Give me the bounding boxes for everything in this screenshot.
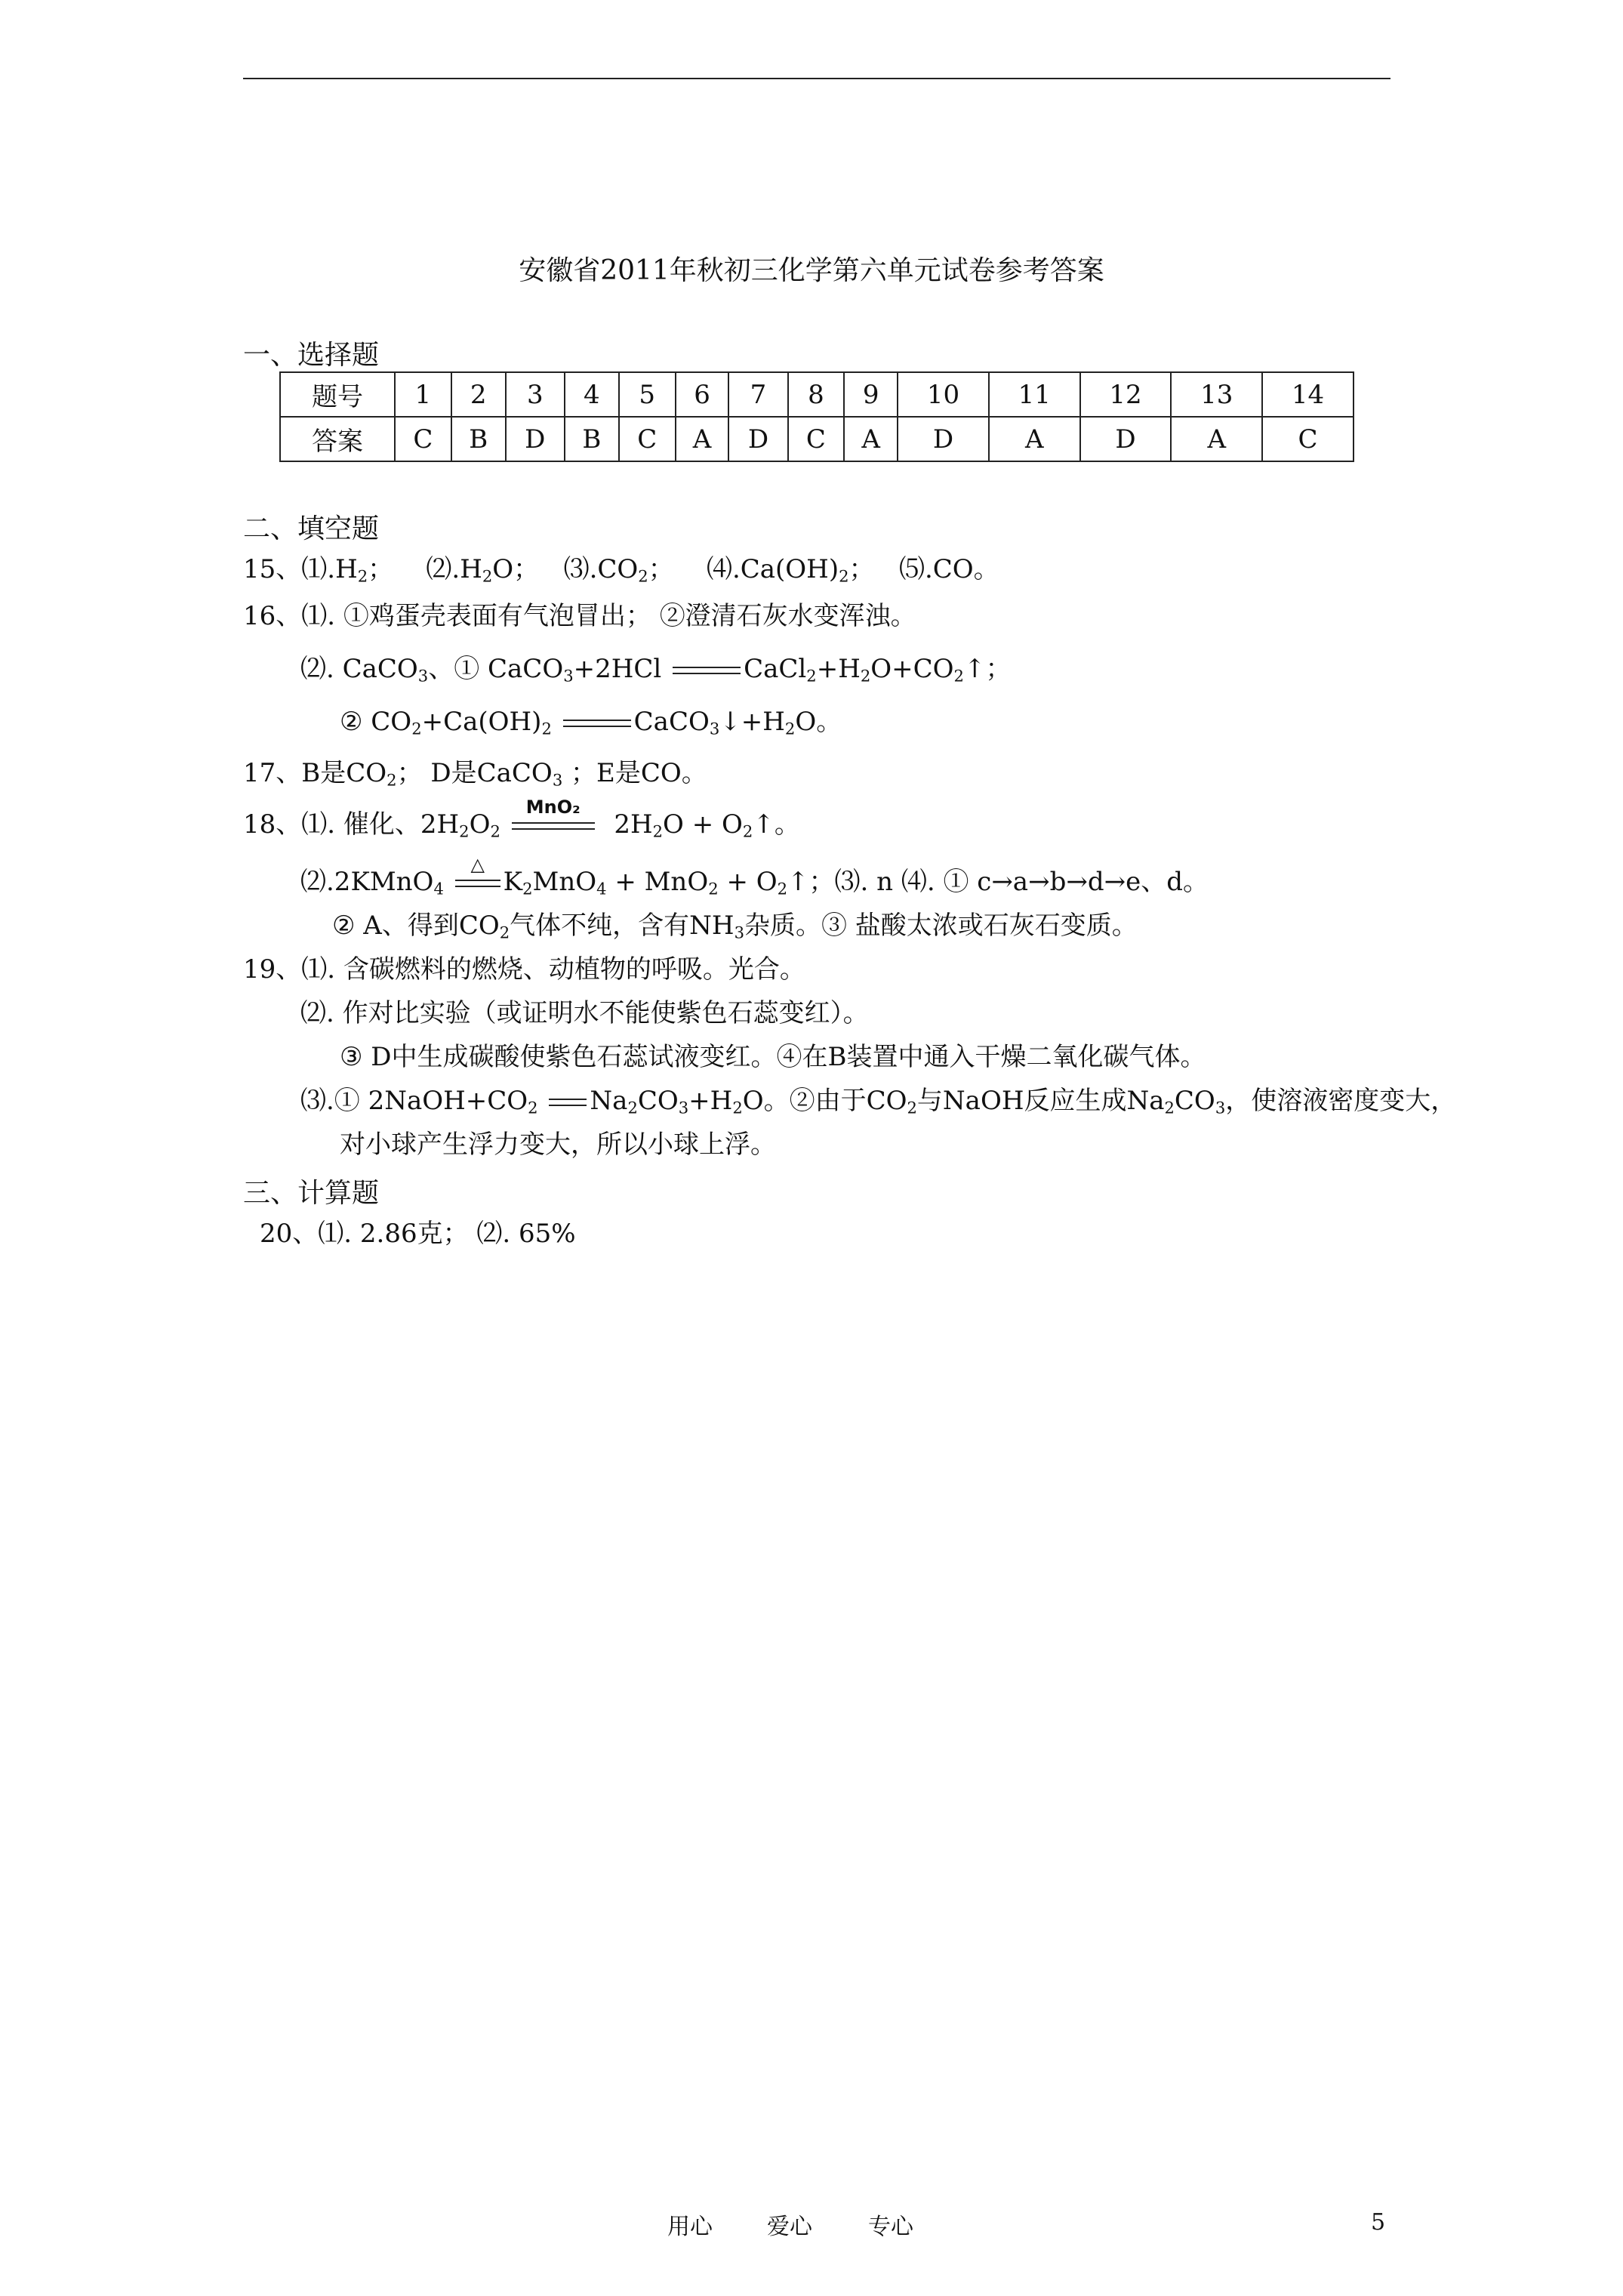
table-cell: 10 [898,372,989,417]
equals-sign [563,710,631,736]
answer-q18-line2: ⑵.2KMnO$_4$ △ $K_2MnO_4 + MnO_2$ + $O_2↑$；⑶. n ⑷. ① c→a→b→d→e、d。 [300,865,1209,898]
answer-q20: 20、⑴. 2.86克； ⑵. 65% [260,1219,576,1249]
table-row-answers [280,417,1354,461]
table-cell: D [1080,417,1172,461]
answer-q19-line4: ⑶.① $2NaOH+CO_2$ $Na_2CO_3+H_2O$。②由于$CO_2$与NaOH反应生成$Na_2CO_3$，使溶液密度变大， [300,1086,1457,1117]
table-cell: 7 [728,372,787,417]
table-cell: A [1171,417,1262,461]
table-header-cell: 题号 [280,372,395,417]
footer-text-3: 专心 [868,2214,913,2240]
table-cell: 11 [989,372,1080,417]
answer-q19-line2: ⑵. 作对比实验（或证明水不能使紫色石蕊变红）。 [300,998,869,1028]
answer-q18-line1: 18、⑴. 催化、$2H_2O_2$ MnO₂ $2H_2O$ + $O_2↑$。 [243,808,800,841]
header-rule [243,78,1390,79]
table-cell: 14 [1262,372,1354,417]
table-cell: 8 [788,372,845,417]
equals-sign [673,658,741,683]
heat-symbol: △ [470,854,485,875]
table-cell: A [676,417,729,461]
equals-sign [549,1089,587,1115]
table-cell: B [451,417,506,461]
table-cell: 13 [1171,372,1262,417]
answer-q16-line2: ⑵. CaCO$_3$、① CaCO$_3$+2HCl $CaCl_2+H_2O+CO_2↑$； [300,654,1012,686]
catalyst-label: MnO₂ [525,797,581,818]
answer-q17: 17、B是$CO_2$； D是CaCO$_3$ ；E是CO。 [243,758,707,790]
table-cell: A [989,417,1080,461]
table-cell: C [619,417,676,461]
answer-q18-line3: ② A、得到$CO_2$气体不纯，含有$NH_3$杂质。③ 盐酸太浓或石灰石变质。 [332,911,1138,942]
table-cell: 2 [451,372,506,417]
equals-sign [512,797,595,839]
table-cell: D [728,417,787,461]
table-cell: D [506,417,565,461]
footer-text-2: 爱心 [767,2214,812,2240]
section-fill-heading: 二、填空题 [243,513,380,544]
answer-table [279,371,1354,462]
page-number: 5 [1371,2209,1386,2236]
table-cell: 5 [619,372,676,417]
answer-q16-line3: ② $CO_2+Ca(OH)_2$ $CaCO_3↓+H_2O$。 [340,707,842,738]
table-cell: 6 [676,372,729,417]
table-cell: A [844,417,898,461]
table-cell: C [1262,417,1354,461]
table-header-cell: 答案 [280,417,395,461]
answer-q15: 15、$⑴.H_2$； $⑵.H_2O$； $⑶.CO_2$； $⑷.Ca(OH)_2$； ⑸.CO。 [243,554,999,586]
answer-q19-line5: 对小球产生浮力变大，所以小球上浮。 [340,1130,776,1160]
section-choice-heading: 一、选择题 [243,340,380,371]
answer-q19-line3: ③ D中生成碳酸使紫色石蕊试液变红。④在B装置中通入干燥二氧化碳气体。 [340,1042,1206,1072]
answer-q19-line1: 19、⑴. 含碳燃料的燃烧、动植物的呼吸。光合。 [243,954,805,985]
table-cell: D [898,417,989,461]
section-calc-heading: 三、计算题 [243,1178,380,1209]
table-cell: 3 [506,372,565,417]
footer-text-1: 用心 [667,2214,713,2240]
table-row-numbers [280,372,1354,417]
table-cell: B [565,417,619,461]
page-title: 安徽省2011年秋初三化学第六单元试卷参考答案 [519,255,1104,286]
table-cell: C [788,417,845,461]
table-cell: C [395,417,451,461]
table-cell: 1 [395,372,451,417]
table-cell: 12 [1080,372,1172,417]
equals-sign [455,854,500,896]
table-cell: 4 [565,372,619,417]
table-cell: 9 [844,372,898,417]
answer-q16-line1: 16、⑴. ①鸡蛋壳表面有气泡冒出； ②澄清石灰水变浑浊。 [243,601,916,631]
